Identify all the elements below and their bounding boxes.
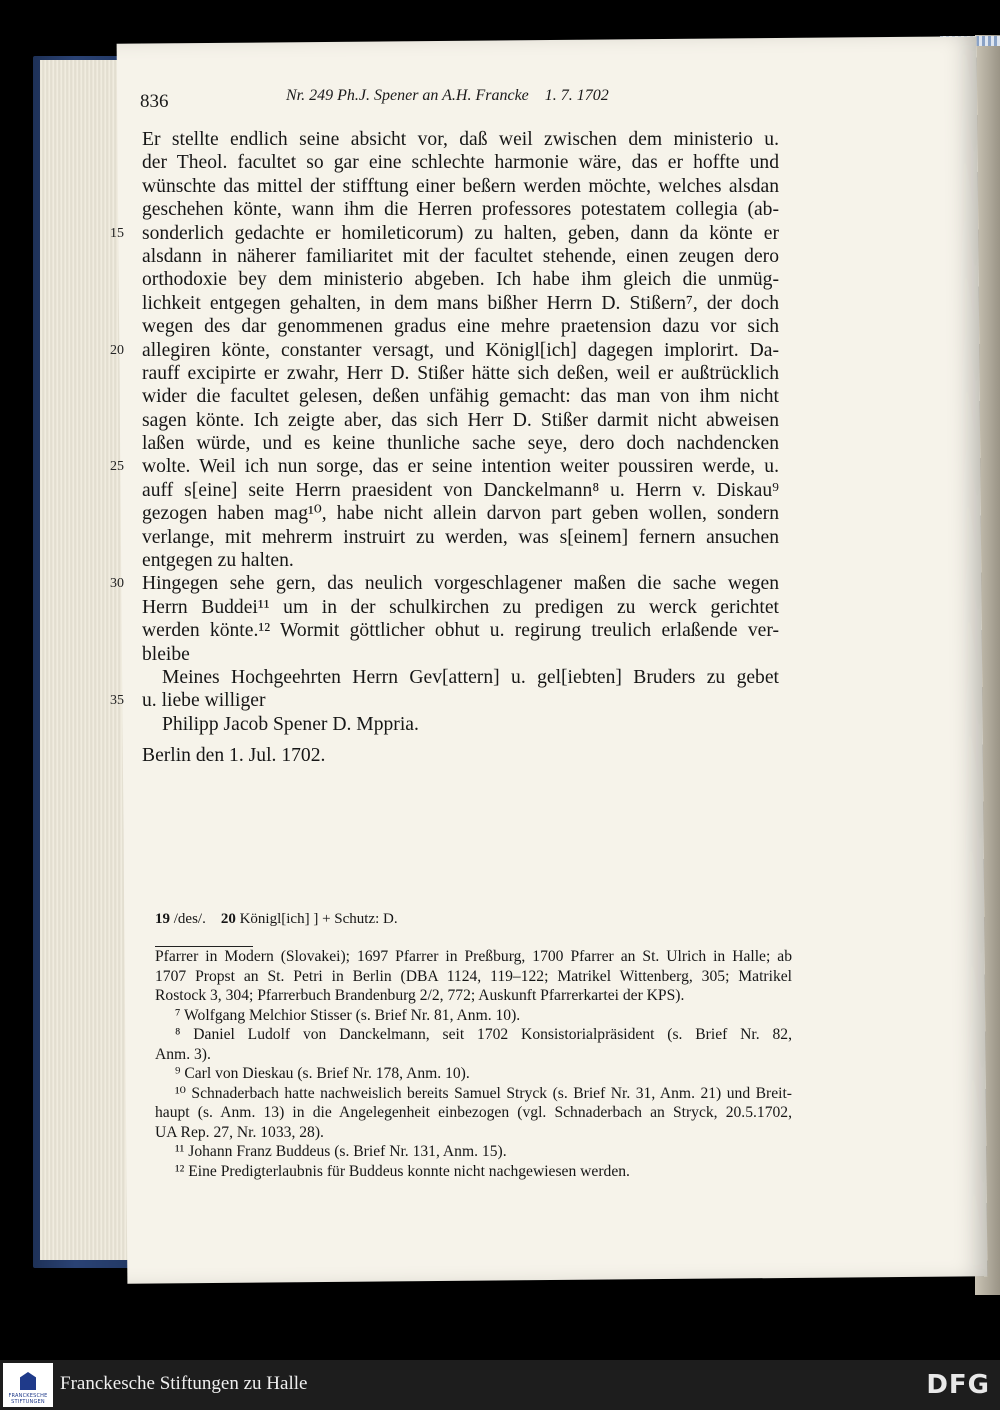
logo-text: STIFTUNGEN bbox=[11, 1399, 45, 1405]
page-number: 836 bbox=[140, 91, 169, 112]
text-line: der Theol. facultet so gar eine schlechte harmonie wäre, das er hoffte und bbox=[142, 152, 779, 174]
text-line: wünschte das mittel der stifftung einer beßern werden möchte, welches alsdan bbox=[142, 175, 779, 197]
line-number: 15 bbox=[110, 225, 124, 241]
logo-text: FRANCKESCHE bbox=[8, 1393, 48, 1399]
text-line: 15 sonderlich gedachte er homileticorum) zu halten, geben, dann da könte er bbox=[110, 222, 779, 244]
running-head-title: Nr. 249 Ph.J. Spener an A.H. Francke bbox=[286, 87, 529, 104]
footnote-line: ¹¹ Johann Franz Buddeus (s. Brief Nr. 131, Anm. 15). bbox=[175, 1143, 507, 1160]
text-line: auff s[eine] seite Herrn praesident von Danckelmann⁸ u. Herrn v. Diskau⁹ bbox=[142, 479, 779, 501]
footnote-line: ¹⁰ Schnaderbach hatte nachweislich bereits Samuel Stryck (s. Brief Nr. 31, Anm. 21) und Breit- bbox=[175, 1084, 792, 1102]
viewer-footer bbox=[0, 1360, 1000, 1410]
text-line: Er stellte endlich seine absicht vor, daß weil zwischen dem ministerio u. bbox=[142, 129, 779, 150]
footnote-line: 1707 Propst an St. Petri in Berlin (DBA 1124, 119–122; Matrikel Wittenberg, 305; Matrikel bbox=[155, 967, 792, 985]
footnote-line: Pfarrer in Modern (Slovakei); 1697 Pfarrer in Preßburg, 1700 Pfarrer an St. Ulrich in Halle; ab bbox=[155, 948, 792, 965]
footnotes bbox=[155, 947, 792, 1181]
text-line: 25 wolte. Weil ich nun sorge, das er seine intention weiter poussiren werde, u. bbox=[110, 456, 779, 478]
text-line: orthodoxie bey dem ministerio abgeben. Ich habe ihm gleich die unmüg- bbox=[142, 269, 779, 291]
text-line: verlange, mit mehrerm instruirt zu werden, was s[einem] fernern ansuchen bbox=[142, 526, 779, 548]
running-head-date: 1. 7. 1702 bbox=[544, 87, 609, 104]
text-line: werden könte.¹² Wormit göttlicher obhut u. regirung treulich erlaßende ver- bbox=[142, 620, 779, 642]
running-head bbox=[286, 87, 609, 105]
critical-apparatus bbox=[155, 911, 398, 928]
footnote-line: ⁸ Daniel Ludolf von Danckelmann, seit 1702 Konsistorialpräsident (s. Brief Nr. 82, bbox=[175, 1026, 792, 1043]
signature-line: Philipp Jacob Spener D. Mppria. bbox=[162, 713, 419, 735]
apparatus-note: /des/. bbox=[173, 911, 206, 927]
dfg-logo[interactable]: DFG bbox=[926, 1370, 990, 1400]
text-line: laßen würde, und es keine thunliche sache seye, dero doch nachdencken bbox=[142, 433, 779, 455]
text-line: entgegen zu halten. bbox=[142, 550, 294, 572]
footnote-line: haupt (s. Anm. 13) in die Angelegenheit einbezogen (vgl. Schnaderbach an Stryck, 20.5.1702, bbox=[155, 1104, 792, 1121]
line-number: 30 bbox=[110, 576, 124, 592]
letter-text bbox=[110, 128, 779, 768]
text-line: wider die facultet gelesen, deßen unfähig gemacht: das man von ihm nicht bbox=[142, 386, 779, 408]
line-number: 35 bbox=[110, 693, 124, 709]
text-line: lichkeit entgegen gehalten, in dem mans bißher Herrn D. Stißern⁷, der doch bbox=[142, 292, 779, 314]
text-line: rauff excipirte er zwahr, Herr D. Stißer hätte sich deßen, weil er außtrücklich bbox=[142, 362, 779, 384]
text-line: bleibe bbox=[142, 643, 190, 665]
text-line: geschehen könte, wann ihm die Herren professores potestatem collegia (ab- bbox=[142, 199, 779, 221]
apparatus-note: Königl[ich] ] + Schutz: D. bbox=[239, 911, 398, 927]
line-number: 20 bbox=[110, 342, 124, 358]
footnote-line: ⁹ Carl von Dieskau (s. Brief Nr. 178, Anm. 10). bbox=[175, 1065, 470, 1082]
text-line: 30 Hingegen sehe gern, das neulich vorgeschlagener maßen die sache wegen bbox=[110, 573, 779, 595]
apparatus-ref: 19 bbox=[155, 911, 170, 927]
text-line: 35 u. liebe williger bbox=[110, 690, 266, 712]
text-line: sagen könte. Ich zeigte aber, das sich Herr D. Stißer darmit nicht abweisen bbox=[142, 409, 779, 431]
footnote-line: Rostock 3, 304; Pfarrerbuch Brandenburg 2/2, 772; Auskunft Pfarrerkartei der KPS). bbox=[155, 987, 685, 1004]
text-line: wegen des dar genommenen gradus eine mehre praetension dazu vor sich bbox=[142, 316, 779, 338]
apparatus-ref: 20 bbox=[220, 911, 236, 927]
text-line: 20 allegiren könte, constanter versagt, und Königl[ich] dagegen implorirt. Da- bbox=[110, 339, 779, 361]
footnote-line: ⁷ Wolfgang Melchior Stisser (s. Brief Nr. 81, Anm. 10). bbox=[175, 1006, 521, 1024]
text-line: gezogen haben mag¹⁰, habe nicht allein darvon part geben wollen, sondern bbox=[142, 503, 779, 525]
text-line: Meines Hochgeehrten Herrn Gev[attern] u. gel[iebten] Bruders zu gebet bbox=[162, 666, 779, 688]
institution-logo[interactable] bbox=[3, 1363, 53, 1407]
date-line: Berlin den 1. Jul. 1702. bbox=[142, 745, 326, 767]
text-line: alsdann in näherer familiaritet mit der facultet stehende, einen zeugen dero bbox=[142, 245, 779, 267]
line-number: 25 bbox=[110, 459, 124, 475]
institution-name[interactable]: Franckesche Stiftungen zu Halle bbox=[60, 1373, 308, 1394]
footnote-line: UA Rep. 27, Nr. 1033, 28). bbox=[155, 1123, 324, 1141]
orphanage-icon bbox=[20, 1372, 36, 1390]
text-line: Herrn Buddei¹¹ um in der schulkirchen zu predigen zu werck gerichtet bbox=[142, 596, 779, 618]
footnote-line: ¹² Eine Predigterlaubnis für Buddeus konnte nicht nachgewiesen werden. bbox=[175, 1162, 630, 1180]
footnote-line: Anm. 3). bbox=[155, 1045, 211, 1063]
